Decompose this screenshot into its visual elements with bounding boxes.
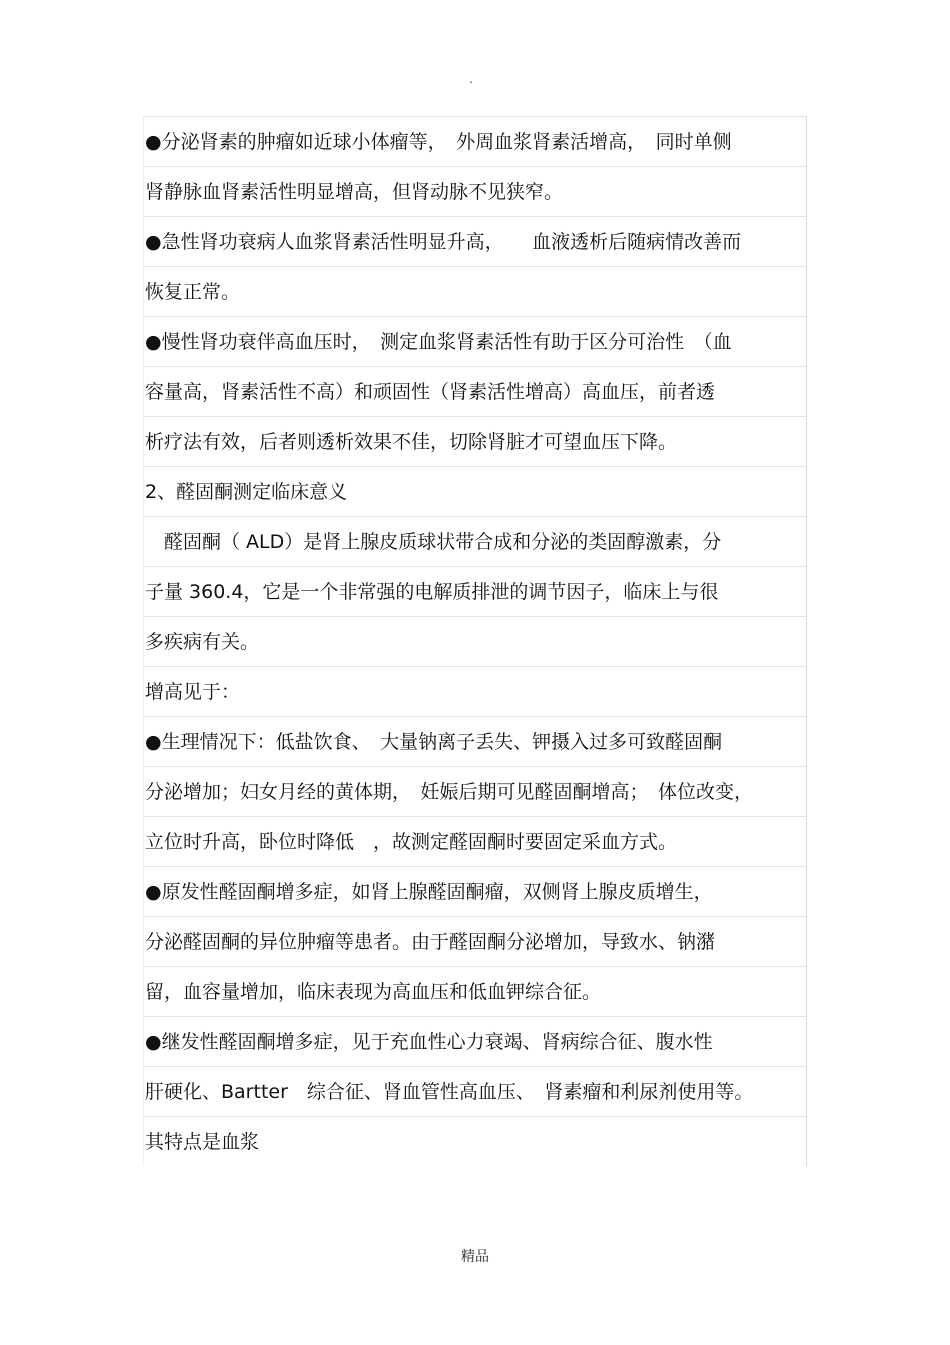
text-line: ●分泌肾素的肿瘤如近球小体瘤等， 外周血浆肾素活增高， 同时单侧 [143, 116, 807, 166]
text-line: 容量高，肾素活性不高）和顽固性（肾素活性增高）高血压，前者透 [143, 366, 807, 416]
text-line: 分泌增加；妇女月经的黄体期， 妊娠后期可见醛固酮增高； 体位改变， [143, 766, 807, 816]
text-line: 肾静脉血肾素活性明显增高，但肾动脉不见狭窄。 [143, 166, 807, 216]
text-line: 其特点是血浆 [143, 1116, 807, 1166]
text-line: 析疗法有效，后者则透析效果不佳，切除肾脏才可望血压下降。 [143, 416, 807, 466]
text-line: 立位时升高，卧位时降低 ，故测定醛固酮时要固定采血方式。 [143, 816, 807, 866]
text-line: 肝硬化、Bartter 综合征、肾血管性高血压、 肾素瘤和利尿剂使用等。 [143, 1066, 807, 1116]
text-line: 留，血容量增加，临床表现为高血压和低血钾综合征。 [143, 966, 807, 1016]
document-body [143, 116, 807, 1166]
text-line: 多疾病有关。 [143, 616, 807, 666]
subheading: 增高见于： [143, 666, 807, 716]
text-line: ●生理情况下：低盐饮食、 大量钠离子丢失、钾摄入过多可致醛固酮 [143, 716, 807, 766]
header-dot: . [469, 72, 473, 86]
text-line: 分泌醛固酮的异位肿瘤等患者。由于醛固酮分泌增加，导致水、钠潴 [143, 916, 807, 966]
section-heading: 2、醛固酮测定临床意义 [143, 466, 807, 516]
text-line: ●继发性醛固酮增多症，见于充血性心力衰竭、肾病综合征、腹水性 [143, 1016, 807, 1066]
text-line: 恢复正常。 [143, 266, 807, 316]
text-line: ●慢性肾功衰伴高血压时， 测定血浆肾素活性有助于区分可治性 （血 [143, 316, 807, 366]
text-line: ●原发性醛固酮增多症，如肾上腺醛固酮瘤，双侧肾上腺皮质增生， [143, 866, 807, 916]
text-line: 醛固酮（ ALD）是肾上腺皮质球状带合成和分泌的类固醇激素，分 [143, 516, 807, 566]
text-line: ●急性肾功衰病人血浆肾素活性明显升高， 血液透析后随病情改善而 [143, 216, 807, 266]
text-line: 子量 360.4，它是一个非常强的电解质排泄的调节因子，临床上与很 [143, 566, 807, 616]
page-footer: 精品 [461, 1249, 489, 1265]
